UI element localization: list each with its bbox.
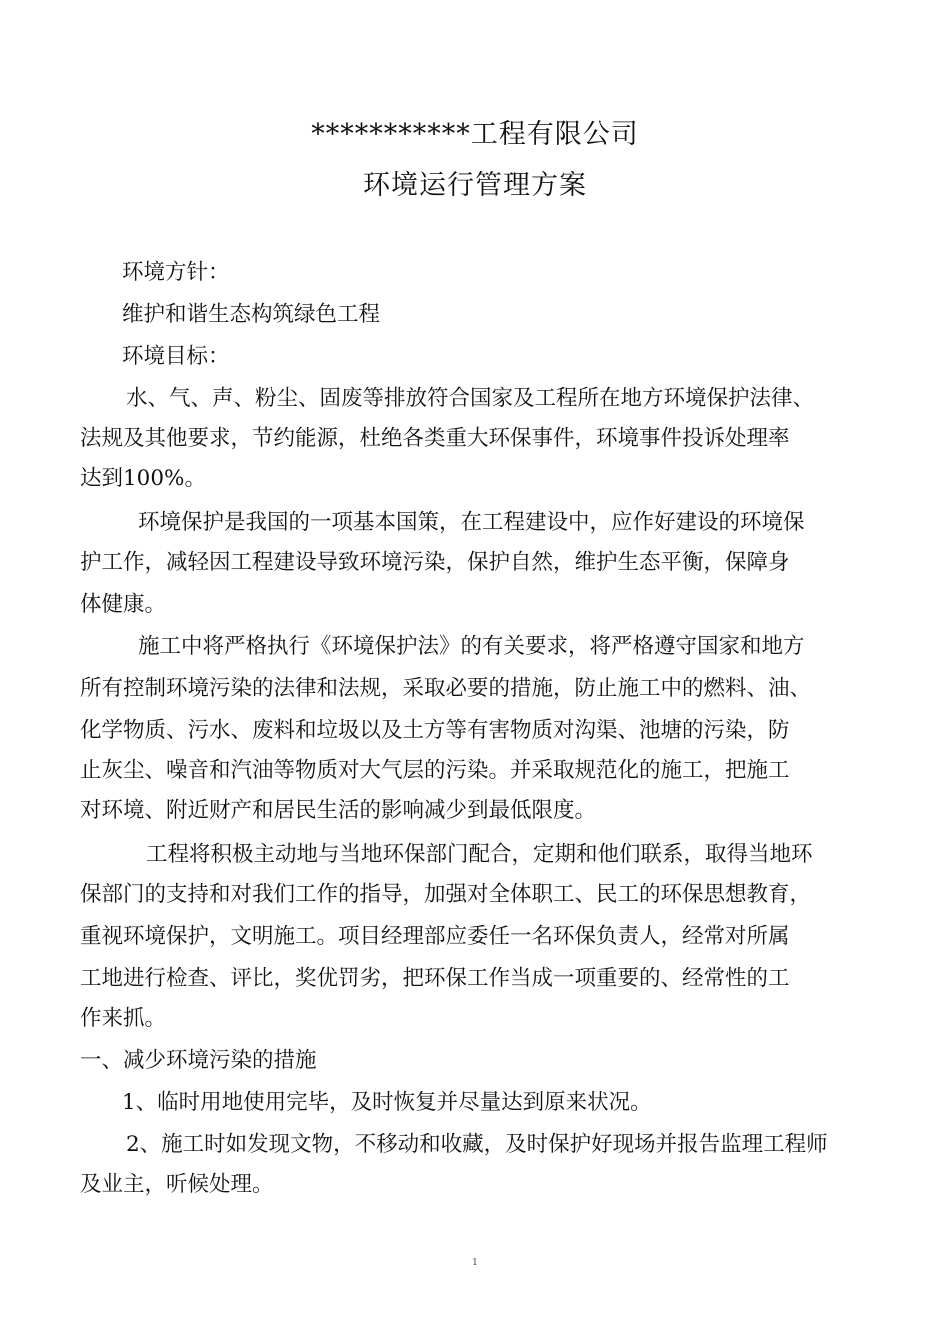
paragraph-line: 施工中将严格执行《环境保护法》的有关要求，将严格遵守国家和地方 — [138, 634, 805, 659]
paragraph-line: 作来抓。 — [80, 1006, 167, 1031]
policy-text: 维护和谐生态构筑绿色工程 — [122, 302, 381, 327]
goal-line: 法规及其他要求，节约能源，杜绝各类重大环保事件，环境事件投诉处理率 — [80, 426, 790, 451]
paragraph-line: 所有控制环境污染的法律和法规，采取必要的措施，防止施工中的燃料、油、 — [80, 676, 812, 701]
paragraph-line: 止灰尘、噪音和汽油等物质对大气层的污染。并采取规范化的施工，把施工 — [80, 758, 790, 783]
paragraph-line: 保部门的支持和对我们工作的指导，加强对全体职工、民工的环保思想教育， — [80, 882, 812, 907]
paragraph-line: 护工作，减轻因工程建设导致环境污染，保护自然，维护生态平衡，保障身 — [80, 550, 790, 575]
goal-label: 环境目标： — [122, 344, 230, 369]
paragraph-line: 重视环境保护，文明施工。项目经理部应委任一名环保负责人，经常对所属 — [80, 924, 790, 949]
list-item: 2、施工时如发现文物，不移动和收藏，及时保护好现场并报告监理工程师 — [126, 1132, 828, 1157]
page-number: 1 — [472, 1258, 478, 1268]
document-title: 环境运行管理方案 — [363, 170, 587, 201]
paragraph-line: 工程将积极主动地与当地环保部门配合，定期和他们联系，取得当地环 — [146, 842, 813, 867]
list-item: 及业主，听候处理。 — [80, 1172, 274, 1197]
goal-line: 达到100%。 — [80, 466, 206, 491]
paragraph-line: 体健康。 — [80, 592, 167, 617]
policy-label: 环境方针： — [122, 260, 230, 285]
paragraph-line: 工地进行检查、评比，奖优罚劣，把环保工作当成一项重要的、经常性的工 — [80, 966, 790, 991]
company-name: ***********工程有限公司 — [311, 119, 639, 150]
section-heading: 一、减少环境污染的措施 — [80, 1048, 317, 1073]
paragraph-line: 化学物质、污水、废料和垃圾以及土方等有害物质对沟渠、池塘的污染，防 — [80, 718, 790, 743]
paragraph-line: 环境保护是我国的一项基本国策，在工程建设中，应作好建设的环境保 — [138, 510, 805, 535]
paragraph-line: 对环境、附近财产和居民生活的影响减少到最低限度。 — [80, 798, 597, 823]
list-item: 1、临时用地使用完毕，及时恢复并尽量达到原来状况。 — [122, 1090, 652, 1115]
goal-line: 水、气、声、粉尘、固废等排放符合国家及工程所在地方环境保护法律、 — [126, 386, 815, 411]
